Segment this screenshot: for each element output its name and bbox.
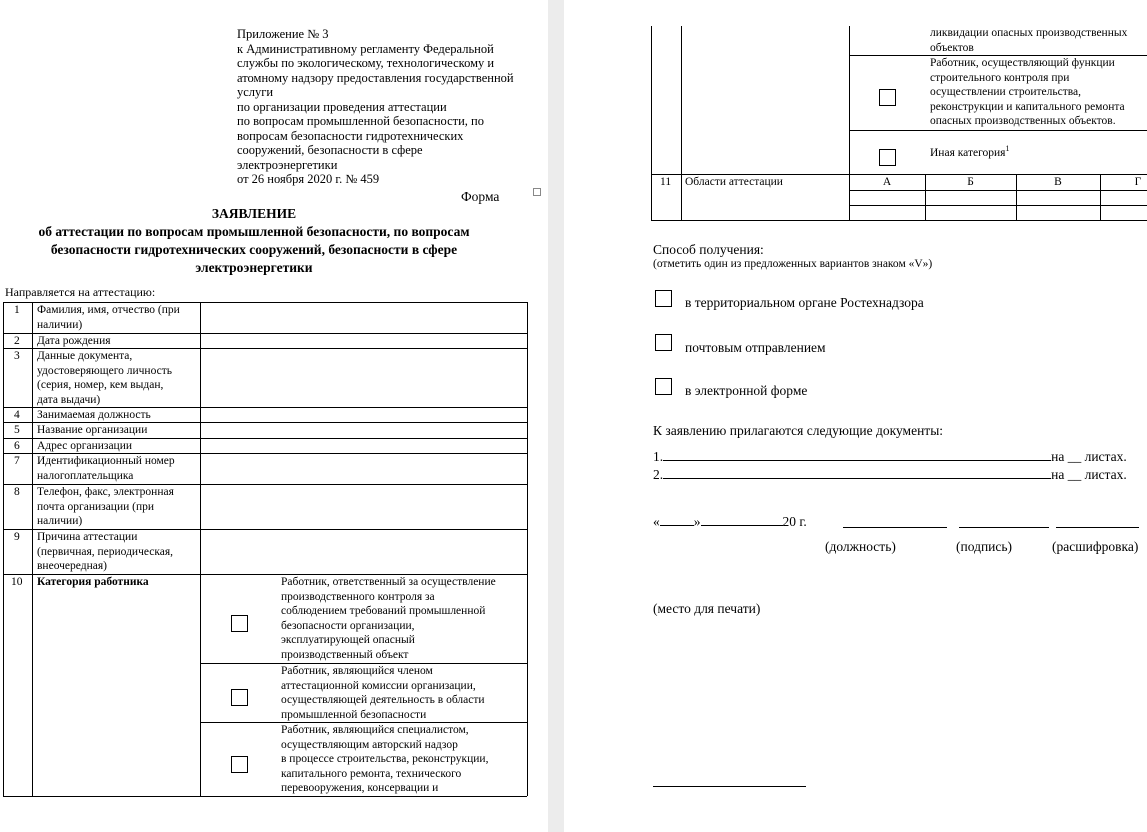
title-line: безопасности гидротехнических сооружений, безопасности в сфере (50, 242, 458, 257)
area-column-header: А (882, 176, 892, 188)
row-label-category: Категория работника (37, 576, 149, 588)
form-label: Форма (461, 189, 500, 204)
document-line[interactable]: 2. на __ листах. (653, 467, 1127, 482)
title-line: ЗАЯВЛЕНИЕ (211, 206, 297, 221)
area-column-header: Б (967, 176, 974, 188)
decode-signature-line[interactable] (1056, 527, 1139, 528)
page-gap (548, 0, 564, 832)
intro-text: Направляется на аттестацию: (5, 285, 156, 299)
row-label-inn: Идентификационный номер налогоплательщика (37, 455, 175, 482)
category-option-checkbox[interactable] (231, 615, 248, 632)
row-label-org-address: Адрес организации (37, 440, 133, 452)
contacts-field[interactable] (201, 485, 526, 529)
decode-caption: (расшифровка) (1052, 539, 1139, 554)
row-label-id-document: Данные документа, удостоверяющего личность (серия, номер, кем выдан, дата выдачи) (37, 350, 172, 406)
area-column-header: В (1054, 176, 1062, 188)
birth-date-field[interactable] (201, 334, 526, 348)
appendix-line: к Административному регламенту Федеральной (237, 41, 494, 56)
receipt-option-label: почтовым отправлением (685, 340, 826, 355)
category-option-checkbox[interactable] (231, 689, 248, 706)
receipt-option-checkbox[interactable] (655, 290, 672, 307)
row-label-attestation-areas: Области аттестации (685, 176, 783, 188)
receipt-option-label: в территориальном органе Ростехнадзора (685, 295, 924, 310)
full-name-field[interactable] (201, 303, 526, 333)
receipt-subtitle: (отметить один из предложенных вариантов знаком «V») (653, 258, 933, 270)
form-title (0, 205, 508, 277)
category-option-text: Работник, являющийся членом аттестационной комиссии организации, осуществляющей деятельность в области промышленной безопасности (281, 665, 485, 721)
row-label-birth-date: Дата рождения (37, 335, 111, 347)
appendix-line: сооружений, безопасности в сфере (237, 143, 423, 157)
row-label-org-name: Название организации (37, 424, 148, 436)
page-left (0, 0, 548, 832)
row-number: 7 (14, 455, 20, 467)
row-number: 2 (14, 335, 20, 347)
appendix-line: по организации проведения аттестации (237, 99, 447, 114)
appendix-line: услуги (237, 85, 274, 99)
appendix-line: атомному надзору предоставления государственной (237, 70, 514, 85)
row-label-contacts: Телефон, факс, электронная почта организации (при наличии) (37, 486, 174, 527)
receipt-option-label: в электронной форме (685, 383, 808, 398)
row-number: 3 (14, 350, 20, 362)
row-number: 5 (14, 424, 20, 436)
receipt-option-checkbox[interactable] (655, 334, 672, 351)
appendix-line: службы по экологическому, технологическому и (237, 56, 495, 70)
org-name-field[interactable] (201, 423, 526, 438)
appendix-line: вопросам безопасности гидротехнических (237, 128, 464, 143)
title-line: электроэнергетики (195, 260, 313, 275)
page-right (564, 0, 1147, 832)
category-other-label: Иная категория$^1$ (930, 144, 1010, 159)
reason-field[interactable] (201, 530, 526, 574)
row-number: 11 (660, 176, 672, 188)
category-option-text: ликвидации опасных производственных объектов (930, 27, 1128, 54)
row-label-full-name: Фамилия, имя, отчество (при наличии) (37, 304, 180, 331)
stamp-place: (место для печати) (653, 601, 761, 616)
appendix-line: по вопросам промышленной безопасности, по (237, 114, 484, 128)
appendix-block (237, 27, 514, 187)
position-field[interactable] (201, 408, 526, 422)
object-handle-icon[interactable] (533, 188, 541, 196)
title-line: об аттестации по вопросам промышленной безопасности, по вопросам (38, 224, 470, 239)
row-number: 4 (14, 409, 20, 421)
receipt-title: Способ получения: (653, 242, 764, 257)
area-column-header: Г (1134, 176, 1142, 188)
position-signature-line[interactable] (843, 527, 947, 528)
row-label-position: Занимаемая должность (37, 409, 151, 421)
row-label-reason: Причина аттестации (первичная, периодическая, внеочередная) (37, 531, 174, 572)
category-option-checkbox[interactable] (879, 89, 896, 106)
inn-field[interactable] (201, 454, 526, 484)
row-number: 10 (11, 576, 23, 588)
appendix-line: от 26 ноября 2020 г. № 459 (237, 172, 380, 186)
id-document-field[interactable] (201, 349, 526, 407)
document-line[interactable]: 1. на __ листах. (653, 449, 1127, 464)
sign-signature-line[interactable] (959, 527, 1049, 528)
row-number: 6 (14, 440, 20, 452)
row-number: 9 (14, 531, 20, 543)
footnote-separator (653, 786, 806, 787)
signature-date[interactable]: « » 20 г. (653, 514, 807, 529)
row-number: 8 (14, 486, 20, 498)
category-option-text: Работник, осуществляющий функции строительного контроля при осуществлении строительства, реконструкции и капитального ремонта опасных производственных объектов. (930, 57, 1125, 127)
appendix-line: электроэнергетики (237, 157, 338, 172)
position-caption: (должность) (825, 539, 896, 554)
category-option-text: Работник, ответственный за осуществление производственного контроля за соблюдением требований промышленной безопасности организации, эксплуатирующей опасный производственный объект (281, 576, 496, 661)
appendix-line: Приложение № 3 (237, 27, 329, 41)
category-option-checkbox[interactable] (231, 756, 248, 773)
category-option-text: Работник, являющийся специалистом, осуществляющим авторский надзор в процессе строительства, реконструкции, капитального ремонта, технического перевооружения, консервации и (281, 724, 489, 794)
category-option-checkbox[interactable] (879, 149, 896, 166)
documents-title: К заявлению прилагаются следующие документы: (653, 423, 944, 438)
receipt-option-checkbox[interactable] (655, 378, 672, 395)
row-number: 1 (14, 304, 20, 316)
sign-caption: (подпись) (956, 539, 1013, 554)
org-address-field[interactable] (201, 439, 526, 453)
